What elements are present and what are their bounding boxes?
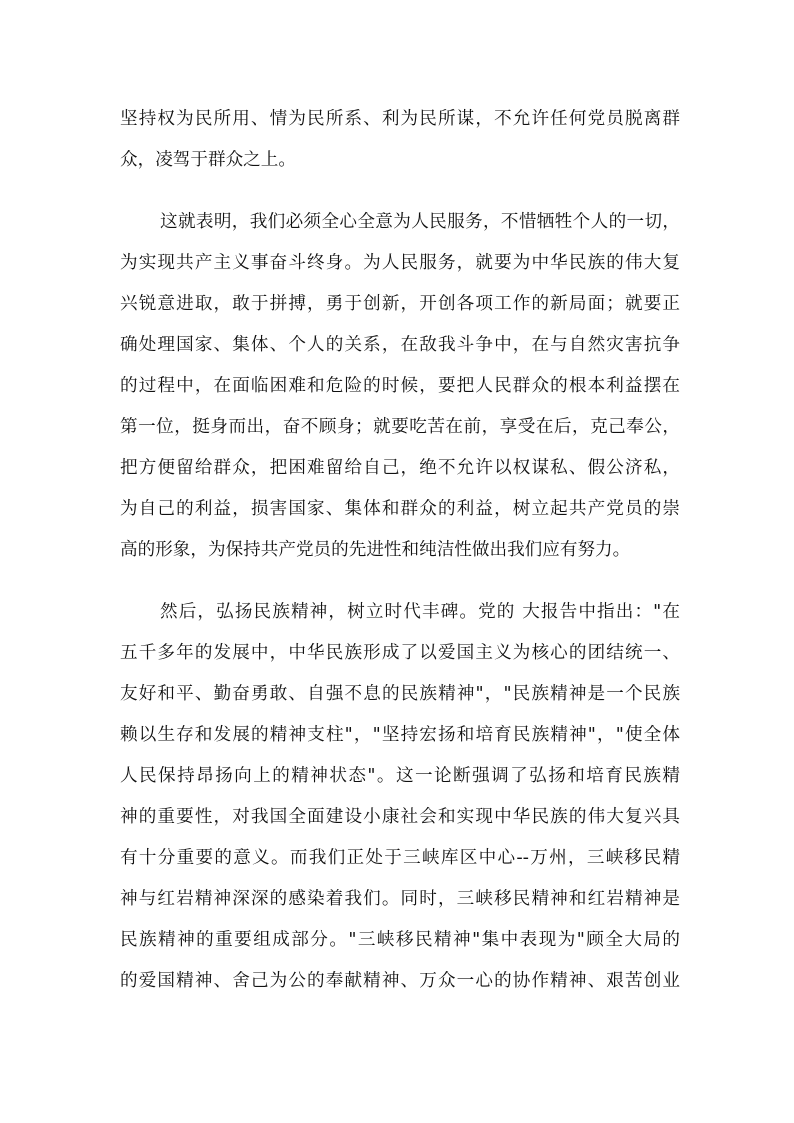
paragraph-3-line-9: 民族精神的重要组成部分。"三峡移民精神"集中表现为"顾全大局的 (120, 930, 680, 950)
paragraph-2-line-8: 为自己的利益，损害国家、集体和群众的利益，树立起共产党员的崇 (120, 499, 680, 519)
paragraph-3-line-8: 神与红岩精神深深的感染着我们。同时，三峡移民精神和红岩精神是 (120, 889, 680, 909)
paragraph-2-line-7: 把方便留给群众，把困难留给自己，绝不允许以权谋私、假公济私， (120, 458, 680, 478)
paragraph-2-line-4: 确处理国家、集体、个人的关系，在敌我斗争中，在与自然灾害抗争 (120, 335, 680, 355)
paragraph-3-line-4: 赖以生存和发展的精神支柱"，"坚持宏扬和培育民族精神"，"使全体 (120, 725, 680, 745)
paragraph-3-line-10: 的爱国精神、舍己为公的奉献精神、万众一心的协作精神、艰苦创业 (120, 971, 680, 991)
paragraph-3-line-2: 五千多年的发展中，中华民族形成了以爱国主义为核心的团结统一、 (120, 643, 680, 663)
paragraph-2-line-5: 的过程中，在面临困难和危险的时候，要把人民群众的根本利益摆在 (120, 376, 680, 396)
paragraph-2-line-9: 高的形象，为保持共产党员的先进性和纯洁性做出我们应有努力。 (120, 540, 631, 560)
paragraph-2-line-1: 这就表明，我们必须全心全意为人民服务，不惜牺牲个人的一切， (160, 212, 680, 232)
paragraph-2-line-3: 兴锐意进取，敢于拼搏，勇于创新，开创各项工作的新局面；就要正 (120, 294, 680, 314)
paragraph-1-line-2: 众，凌驾于群众之上。 (120, 150, 296, 170)
paragraph-2-line-2: 为实现共产主义事奋斗终身。为人民服务，就要为中华民族的伟大复 (120, 253, 680, 273)
paragraph-3-line-7: 有十分重要的意义。而我们正处于三峡库区中心--万州，三峡移民精 (120, 848, 680, 868)
paragraph-3-line-5: 人民保持昂扬向上的精神状态"。这一论断强调了弘扬和培育民族精 (120, 766, 680, 786)
paragraph-3-line-1: 然后，弘扬民族精神，树立时代丰碑。党的 大报告中指出："在 (160, 602, 680, 622)
paragraph-1-line-1: 坚持权为民所用、情为民所系、利为民所谋，不允许任何党员脱离群 (120, 109, 680, 129)
paragraph-2-line-6: 第一位，挺身而出，奋不顾身；就要吃苦在前，享受在后，克己奉公， (120, 417, 680, 437)
paragraph-3-line-3: 友好和平、勤奋勇敢、自强不息的民族精神"，"民族精神是一个民族 (120, 684, 680, 704)
paragraph-3-line-6: 神的重要性，对我国全面建设小康社会和实现中华民族的伟大复兴具 (120, 807, 680, 827)
